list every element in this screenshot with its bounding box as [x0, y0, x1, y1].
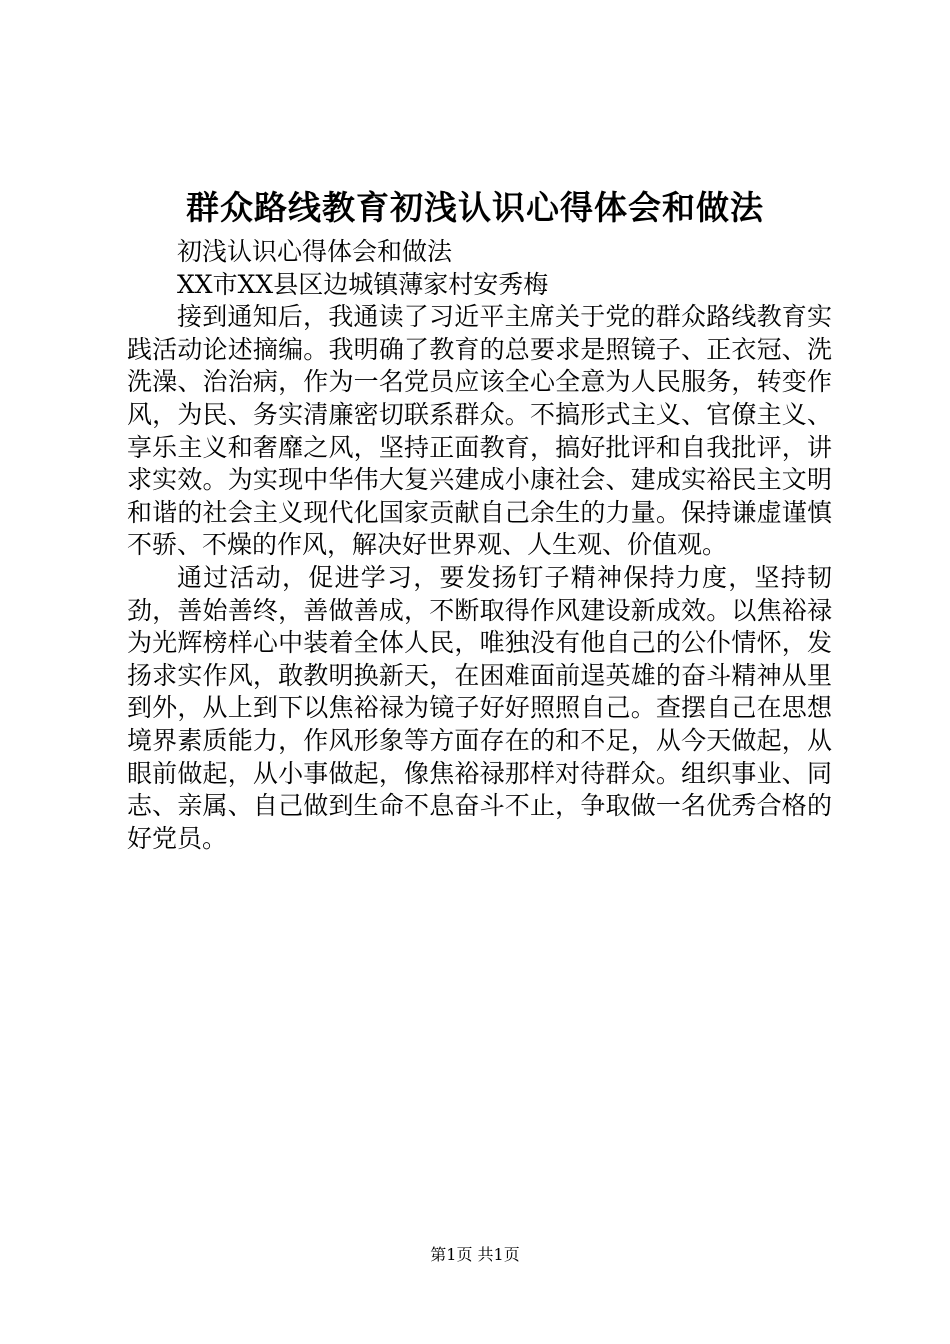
page-number-total: 共1页 — [477, 1245, 520, 1264]
page-number-current: 第1页 — [430, 1245, 473, 1264]
page-footer — [0, 1244, 950, 1266]
author-line: XX市XX县区边城镇薄家村安秀梅 — [177, 269, 549, 299]
document-title: 群众路线教育初浅认识心得体会和做法 — [186, 188, 764, 227]
document-body — [127, 236, 832, 855]
body-paragraph-1: 接到通知后，我通读了习近平主席关于党的群众路线教育实践活动论述摘编。我明确了教育的总要求是照镜子、正衣冠、洗洗澡、治治病，作为一名党员应该全心全意为人民服务，转变作风，为民、务实清廉密切联系群众。不搞形式主义、官僚主义、享乐主义和奢靡之风，坚持正面教育，搞好批评和自我批评，讲求实效。为实现中华伟大复兴建成小康社会、建成实裕民主文明和谐的社会主义现代化国家贡献自己余生的力量。保持谦虚谨慎不骄、不燥的作风，解决好世界观、人生观、价值观。 — [127, 302, 832, 560]
subtitle-line: 初浅认识心得体会和做法 — [177, 237, 453, 266]
body-paragraph-2: 通过活动，促进学习，要发扬钉子精神保持力度，坚持韧劲，善始善终，善做善成，不断取得作风建设新成效。以焦裕禄为光辉榜样心中装着全体人民，唯独没有他自己的公仆情怀，发扬求实作风，敢教明换新天，在困难面前逞英雄的奋斗精神从里到外，从上到下以焦裕禄为镜子好好照照自己。查摆自己在思想境界素质能力，作风形象等方面存在的和不足，从今天做起，从眼前做起，从小事做起，像焦裕禄那样对待群众。组织事业、同志、亲属、自己做到生命不息奋斗不止，争取做一名优秀合格的好党员。 — [127, 562, 832, 853]
